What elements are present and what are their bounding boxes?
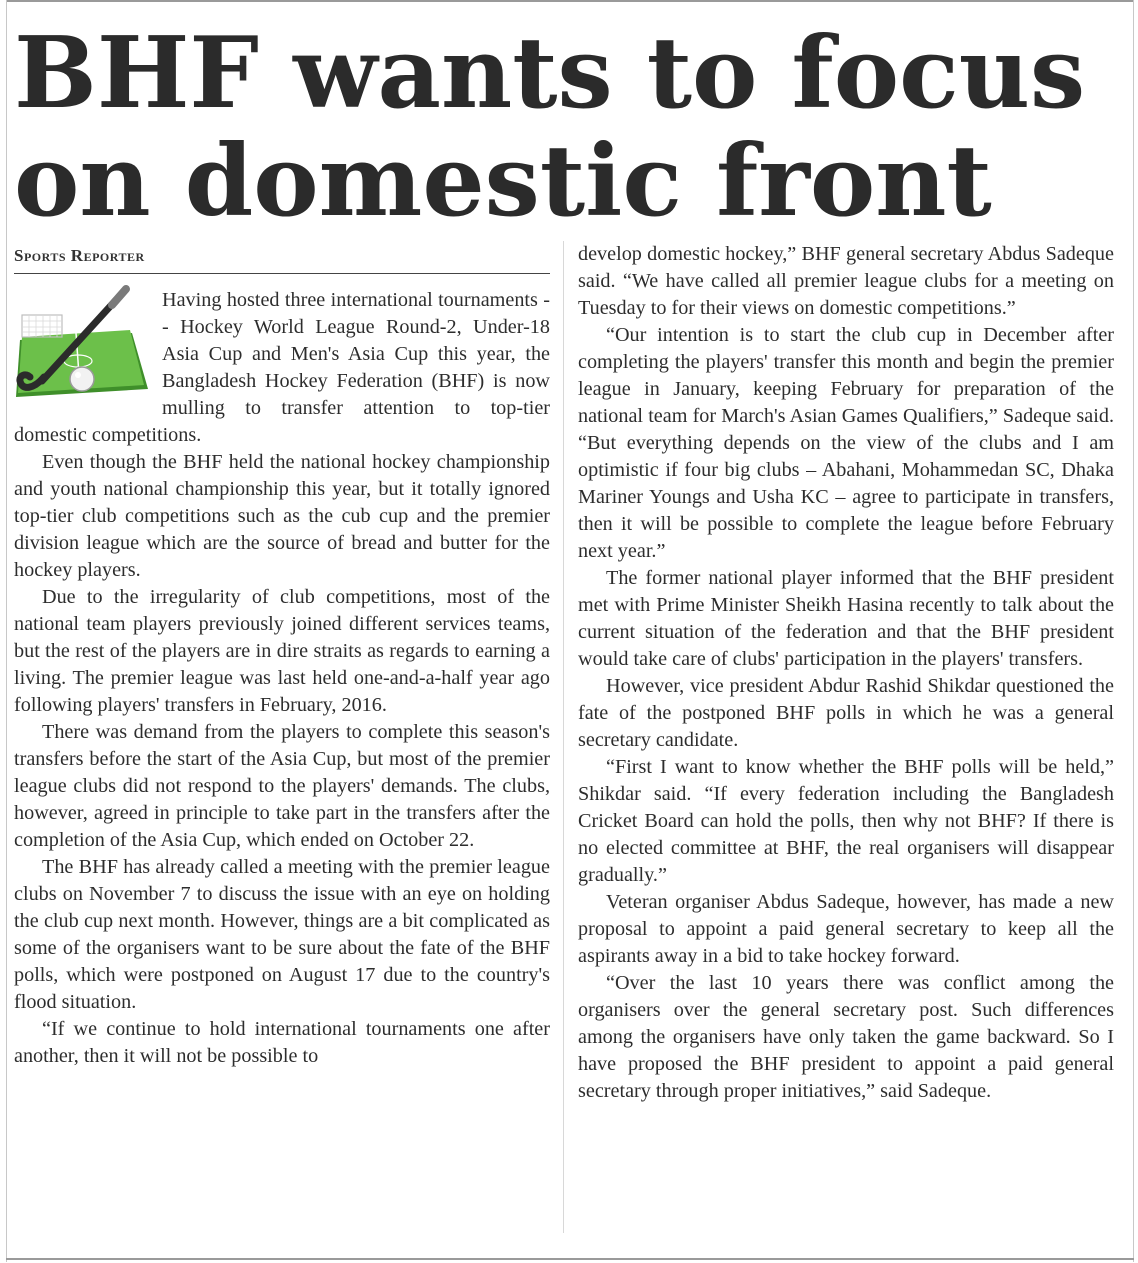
paragraph: Having hosted three international tournaments -- Hockey World League Round-2, Under-18 Asia Cup and Men's Asia Cup this year, the Bangladesh Hockey Federation (BHF) is now mulling to transfer attention to top-tier domestic competitions. — [14, 289, 550, 446]
paragraph: There was demand from the players to complete this season's transfers before the start of the Asia Cup, but most of the premier league clubs did not respond to the players' demands. The clubs, however, agreed in principle to take part in the transfers after the completion of the Asia Cup, which ended on October 22. — [14, 721, 550, 851]
top-rule — [6, 0, 1134, 2]
paragraph: “First I want to know whether the BHF polls will be held,” Shikdar said. “If every federation including the Bangladesh Cricket Board can hold the polls, then why not BHF? If there is no elected committee at BHF, the real organisers will disappear gradually.” — [578, 756, 1114, 886]
paragraph: develop domestic hockey,” BHF general secretary Abdus Sadeque said. “We have called all premier league clubs for a meeting on Tuesday to for their views on domestic competitions.” — [578, 243, 1114, 319]
headline: BHF wants to focus on domestic front — [14, 16, 1086, 239]
paragraph: “Over the last 10 years there was conflict among the organisers over the general secretary post. Such differences among the organisers have only taken the game backward. So I have proposed the BHF president to appoint a paid general secretary through proper initiatives,” said Sadeque. — [578, 972, 1114, 1102]
paragraph: “Our intention is to start the club cup in December after completing the players' transfer this month and begin the premier league in January, keeping February for preparation of the national team for March's Asian Games Qualifiers,” Sadeque said. “But everything depends on the view of the clubs and I am optimistic if four big clubs – Abahani, Mohammedan SC, Dhaka Mariner Youngs and Usha KC – agree to participate in transfers, then it will be possible to complete the league before February next year.” — [578, 324, 1114, 562]
paragraph: Even though the BHF held the national hockey championship and youth national championship this year, but it totally ignored top-tier club competitions such as the cub cup and the premier division league which are the source of bread and butter for the hockey players. — [14, 451, 550, 581]
left-column — [14, 287, 550, 1237]
paragraph: Due to the irregularity of club competitions, most of the national team players previously joined different services teams, but the rest of the players are in dire straits as regards to earning a living. The premier league was last held one-and-a-half year ago following players' transfers in February, 2016. — [14, 586, 550, 716]
paragraph: The BHF has already called a meeting with the premier league clubs on November 7 to discuss the issue with an eye on holding the club cup next month. However, things are a bit complicated as some of the organisers want to be sure about the fate of the BHF polls, which were postponed on August 17 due to the country's flood situation. — [14, 856, 550, 1013]
paragraph: “If we continue to hold international tournaments one after another, then it will not be possible to — [14, 1018, 550, 1067]
bottom-rule — [6, 1258, 1134, 1260]
right-column — [578, 241, 1114, 1236]
byline-rule — [14, 273, 550, 274]
hockey-stick-and-ball-icon — [14, 285, 152, 405]
paragraph: However, vice president Abdur Rashid Shikdar questioned the fate of the postponed BHF polls in which he was a general secretary candidate. — [578, 675, 1114, 751]
paragraph: Veteran organiser Abdus Sadeque, however, has made a new proposal to appoint a paid general secretary to keep all the aspirants away in a bid to take hockey forward. — [578, 891, 1114, 967]
left-border — [6, 0, 7, 1262]
right-border — [1133, 0, 1134, 1262]
byline: Sports Reporter — [14, 246, 145, 265]
paragraph: The former national player informed that the BHF president met with Prime Minister Sheikh Hasina recently to talk about the current situation of the federation and that the BHF president would take care of clubs' participation in the players' transfers. — [578, 567, 1114, 670]
column-divider — [563, 241, 564, 1233]
